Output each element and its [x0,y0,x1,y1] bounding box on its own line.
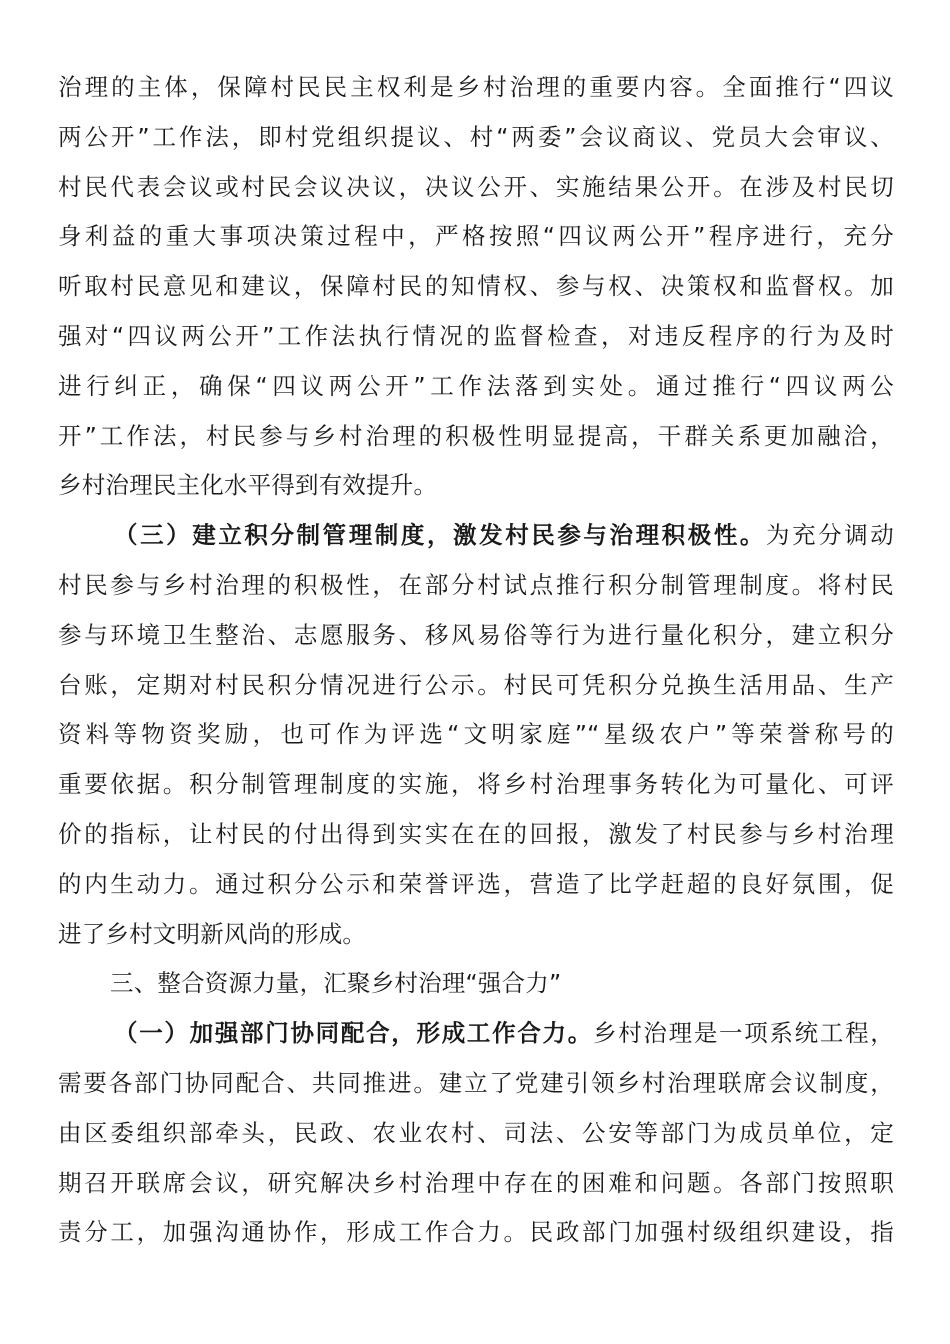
text-line: 治理的主体，保障村民民主权利是乡村治理的重要内容。全面推行“四议 [58,73,894,101]
text-line: 听取村民意见和建议，保障村民的知情权、参与权、决策权和监督权。加 [58,272,894,301]
document-body [58,63,894,1258]
text-line: 需要各部门协同配合、共同推进。建立了党建引领乡村治理联席会议制度， [58,1068,894,1097]
text-run: 为充分调动 [765,521,895,550]
paragraph-first-line [58,511,894,561]
text-run: 乡村治理是一项系统工程， [592,1019,894,1048]
text-line: 两公开”工作法，即村党组织提议、村“两委”会议商议、党员大会审议、 [58,122,894,151]
text-line: 进行纠正，确保“四议两公开”工作法落到实处。通过推行“四议两公 [58,371,894,400]
text-line: 期召开联席会议，研究解决乡村治理中存在的困难和问题。各部门按照职 [58,1168,894,1197]
text-line: 身利益的重大事项决策过程中，严格按照“四议两公开”程序进行，充分 [58,222,894,251]
text-line: 责分工，加强沟通协作，形成工作合力。民政部门加强村级组织建设，指 [58,1218,894,1247]
text-line: 资料等物资奖励，也可作为评选“文明家庭”“星级农户”等荣誉称号的 [58,720,894,749]
text-line: 村民参与乡村治理的积极性，在部分村试点推行积分制管理制度。将村民 [58,570,894,599]
text-line: 进了乡村文明新风尚的形成。 [58,919,367,948]
text-line: 由区委组织部牵头，民政、农业农村、司法、公安等部门为成员单位，定 [58,1118,894,1147]
subsection-heading: （三）建立积分制管理制度，激发村民参与治理积极性。 [114,521,766,550]
subsection-heading: （一）加强部门协同配合，形成工作合力。 [114,1019,593,1048]
text-line: 的内生动力。通过积分公示和荣誉评选，营造了比学赶超的良好氛围，促 [58,869,894,898]
paragraph-first-line [58,1009,894,1059]
text-line: 乡村治理民主化水平得到有效提升。 [58,471,438,500]
text-line: 价的指标，让村民的付出得到实实在在的回报，激发了村民参与乡村治理 [58,819,894,848]
text-line: 村民代表会议或村民会议决议，决议公开、实施结果公开。在涉及村民切 [58,172,894,201]
text-line: 开”工作法，村民参与乡村治理的积极性明显提高，干群关系更加融洽， [58,421,894,450]
text-line: 台账，定期对村民积分情况进行公示。村民可凭积分兑换生活用品、生产 [58,670,894,699]
section-heading: 三、整合资源力量，汇聚乡村治理“强合力” [110,969,562,998]
text-line: 参与环境卫生整治、志愿服务、移风易俗等行为进行量化积分，建立积分 [58,620,894,649]
text-line: 强对“四议两公开”工作法执行情况的监督检查，对违反程序的行为及时 [58,321,894,350]
text-line: 重要依据。积分制管理制度的实施，将乡村治理事务转化为可量化、可评 [58,770,894,799]
